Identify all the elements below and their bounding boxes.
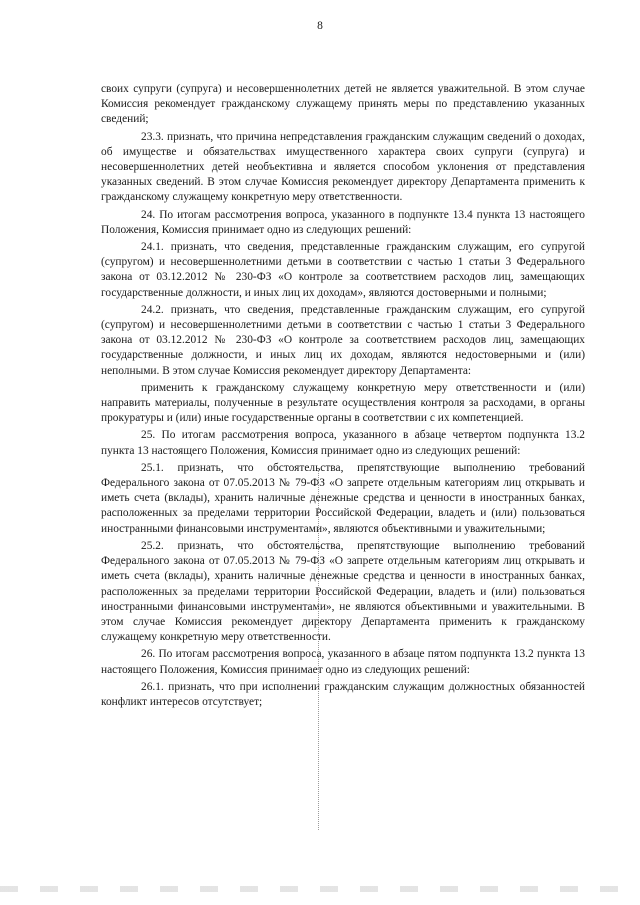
paragraph-25: 25. По итогам рассмотрения вопроса, указанного в абзаце четвертом подпункта 13.2 пункта 13 настоящего Положения, Комиссия принимает одно из следующих решений:: [101, 429, 585, 457]
scan-fold-line: [318, 470, 319, 830]
paragraph-26: 26. По итогам рассмотрения вопроса, указанного в абзаце пятом подпункта 13.2 пункта 13 настоящего Положения, Комиссия принимает одно из следующих решений:: [101, 648, 585, 676]
paragraph-23-3: 23.3. признать, что причина непредставления гражданским служащим сведений о доходах, об имуществе и обязательствах имущественного характера своих супруги (супруга) и несовершеннолетних детей необъективна и является способом уклонения от представления указанных сведений. В этом случае Комиссия рекомендует директору Департамента применить к гражданскому служащему конкретную меру ответственности.: [101, 130, 585, 204]
paragraph-23-2-end: своих супруги (супруга) и несовершеннолетних детей не является уважительной. В этом случае Комиссия рекомендует гражданскому служащему принять меры по представлению указанных сведений;: [101, 83, 585, 126]
paragraph-24-1: 24.1. признать, что сведения, представленные гражданским служащим, его супругой (супругом) и несовершеннолетними детьми в соответствии с частью 1 статьи 3 Федерального закона от 03.12.2012 № 230-ФЗ «О контроле за соответствием расходов лиц, замещающих государственные должности, и иных лиц их доходам», являются достоверными и полными;: [101, 241, 585, 299]
scan-edge-noise: [0, 886, 640, 892]
paragraph-26-1: 26.1. признать, что при исполнении гражданским служащим должностных обязанностей конфликт интересов отсутствует;: [101, 680, 585, 708]
paragraph-25-1: 25.1. признать, что обстоятельства, препятствующие выполнению требований Федерального закона от 07.05.2013 № 79-ФЗ «О запрете отдельным категориям лиц открывать и иметь счета (вклады), хранить наличные денежные средства и ценности в иностранных банках, расположенных за пределами территории Российской Федерации, владеть и (или) пользоваться иностранными финансовыми инструментами», являются объективными и уважительными;: [101, 461, 585, 535]
paragraph-24-2: 24.2. признать, что сведения, представленные гражданским служащим, его супругой (супругом) и несовершеннолетними детьми в соответствии с частью 1 статьи 3 Федерального закона от 03.12.2012 № 230-ФЗ «О контроле за соответствием расходов лиц, замещающих государственные должности, и иных лиц их доходам, являются недостоверными и (или) неполными. В этом случае Комиссия рекомендует директору Департамента:: [101, 303, 585, 377]
paragraph-24-2-measure: применить к гражданскому служащему конкретную меру ответственности и (или) направить материалы, полученные в результате осуществления контроля за расходами, в органы прокуратуры и (или) иные государственные органы в соответствии с их компетенцией.: [101, 381, 585, 425]
paragraph-25-2: 25.2. признать, что обстоятельства, препятствующие выполнению требований Федерального закона от 07.05.2013 № 79-ФЗ «О запрете отдельным категориям лиц открывать и иметь счета (вклады), хранить наличные денежные средства и ценности в иностранных банках, расположенных за пределами территории Российской Федерации, владеть и (или) пользоваться иностранными финансовыми инструментами», не являются объективными и уважительными. В этом случае Комиссия рекомендует директору Департамента применить к гражданскому служащему конкретную меру ответственности.: [101, 539, 585, 644]
paragraph-24: 24. По итогам рассмотрения вопроса, указанного в подпункте 13.4 пункта 13 настоящего Положения, Комиссия принимает одно из следующих решений:: [101, 208, 585, 236]
document-body: [101, 82, 585, 712]
page-number: 8: [317, 20, 323, 32]
